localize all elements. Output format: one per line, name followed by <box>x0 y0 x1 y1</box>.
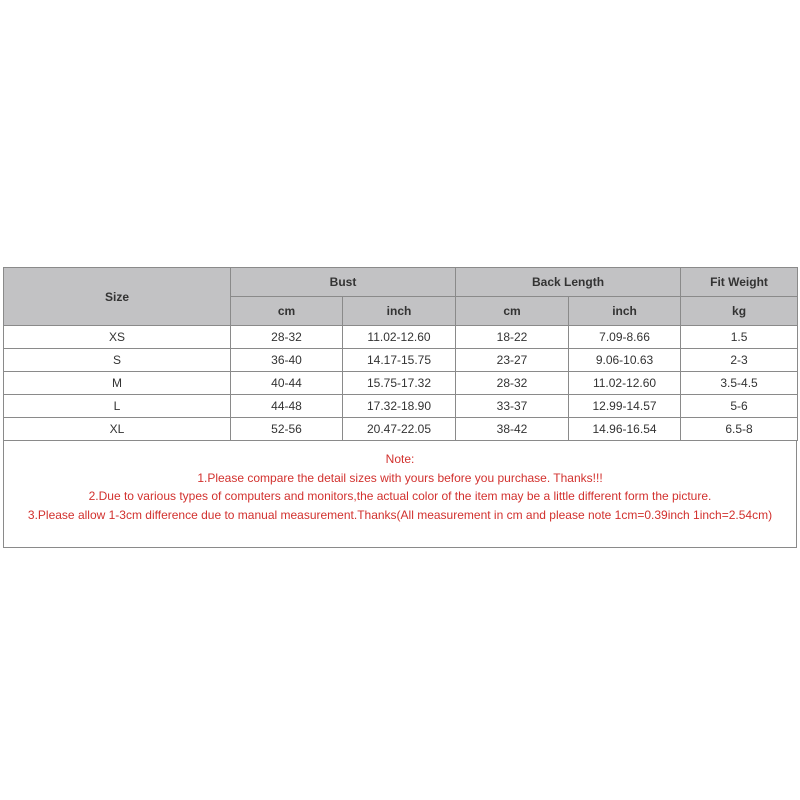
note-line-2: 2.Due to various types of computers and monitors,the actual color of the item may be a little different form the picture. <box>88 489 712 503</box>
cell-weight: 2-3 <box>681 349 798 372</box>
cell-back-inch: 12.99-14.57 <box>569 395 681 418</box>
cell-back-inch: 11.02-12.60 <box>569 372 681 395</box>
header-bust-inch: inch <box>343 297 456 326</box>
note-line-3: 3.Please allow 1-3cm difference due to manual measurement.Thanks(All measurement in cm and please note 1cm=0.39inch 1inch=2.54cm) <box>27 507 773 522</box>
cell-bust-cm: 36-40 <box>231 349 343 372</box>
header-fit-weight: Fit Weight <box>681 268 798 297</box>
header-bust: Bust <box>231 268 456 297</box>
cell-back-inch: 14.96-16.54 <box>569 418 681 441</box>
cell-back-inch: 7.09-8.66 <box>569 326 681 349</box>
cell-back-cm: 23-27 <box>456 349 569 372</box>
cell-back-cm: 18-22 <box>456 326 569 349</box>
size-table <box>3 267 798 441</box>
table-row <box>4 418 798 441</box>
cell-weight: 6.5-8 <box>681 418 798 441</box>
header-row-top <box>4 268 798 297</box>
cell-back-cm: 38-42 <box>456 418 569 441</box>
cell-size: S <box>4 349 231 372</box>
cell-back-cm: 28-32 <box>456 372 569 395</box>
header-back-inch: inch <box>569 297 681 326</box>
table-row <box>4 395 798 418</box>
cell-bust-inch: 17.32-18.90 <box>343 395 456 418</box>
notes-title: Note: <box>385 452 415 466</box>
cell-bust-cm: 28-32 <box>231 326 343 349</box>
cell-bust-inch: 14.17-15.75 <box>343 349 456 372</box>
cell-weight: 3.5-4.5 <box>681 372 798 395</box>
cell-back-inch: 9.06-10.63 <box>569 349 681 372</box>
table-row <box>4 349 798 372</box>
cell-bust-cm: 40-44 <box>231 372 343 395</box>
cell-bust-cm: 44-48 <box>231 395 343 418</box>
header-back-length: Back Length <box>456 268 681 297</box>
header-size: Size <box>4 268 231 326</box>
cell-weight: 5-6 <box>681 395 798 418</box>
header-weight-kg: kg <box>681 297 798 326</box>
table-row <box>4 372 798 395</box>
cell-size: L <box>4 395 231 418</box>
cell-weight: 1.5 <box>681 326 798 349</box>
table-row <box>4 326 798 349</box>
cell-size: M <box>4 372 231 395</box>
cell-bust-inch: 15.75-17.32 <box>343 372 456 395</box>
size-chart <box>3 267 797 548</box>
cell-back-cm: 33-37 <box>456 395 569 418</box>
cell-bust-inch: 20.47-22.05 <box>343 418 456 441</box>
note-line-1: 1.Please compare the detail sizes with yours before you purchase. Thanks!!! <box>197 470 603 485</box>
cell-size: XL <box>4 418 231 441</box>
header-bust-cm: cm <box>231 297 343 326</box>
cell-bust-cm: 52-56 <box>231 418 343 441</box>
cell-bust-inch: 11.02-12.60 <box>343 326 456 349</box>
cell-size: XS <box>4 326 231 349</box>
notes-box <box>3 441 797 548</box>
header-back-cm: cm <box>456 297 569 326</box>
